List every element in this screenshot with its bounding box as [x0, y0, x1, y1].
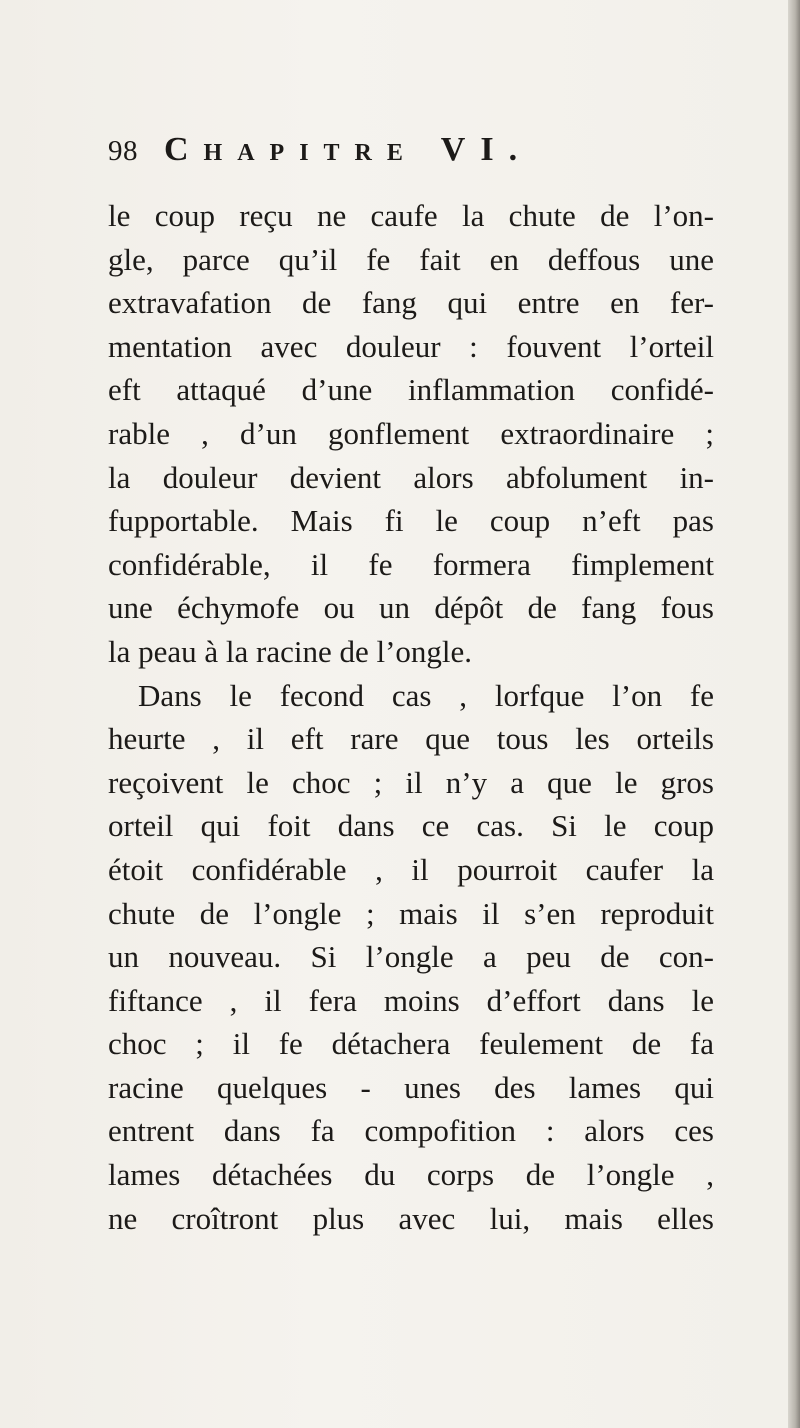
text-line: chute de l’ongle ; mais il s’en reproduit — [108, 895, 714, 931]
text-line: confidérable, il fe formera fimplement — [108, 546, 714, 582]
text-line: la peau à la racine de l’ongle. — [108, 633, 473, 669]
text-line: le coup reçu ne caufe la chute de l’on- — [108, 198, 714, 233]
text-line: fupportable. Mais fi le coup n’eft pas — [108, 503, 714, 539]
text-line: orteil qui foit dans ce cas. Si le coup — [108, 808, 714, 844]
running-head — [108, 131, 668, 179]
text-line: gle, parce qu’il fe fait en deffous une — [108, 241, 714, 277]
body-text — [108, 194, 714, 1240]
text-line: fiftance , il fera moins d’effort dans le — [108, 982, 714, 1018]
text-line: heurte , il eft rare que tous les orteils — [108, 721, 714, 757]
page-edge-shadow — [788, 0, 800, 1428]
text-line: rable , d’un gonflement extraordinaire ; — [108, 415, 714, 451]
text-line: une échymofe ou un dépôt de fang fous — [108, 590, 714, 626]
text-line: ne croîtront plus avec lui, mais elles — [108, 1200, 714, 1236]
text-line: eft attaqué d’une inflammation confidé- — [108, 372, 714, 408]
text-line: entrent dans fa compofition : alors ces — [108, 1113, 714, 1149]
text-line: un nouveau. Si l’ongle a peu de con- — [108, 939, 714, 975]
page-number: 98 — [108, 135, 138, 167]
text-line: reçoivent le choc ; il n’y a que le gros — [108, 764, 714, 800]
text-line: choc ; il fe détachera feulement de fa — [108, 1026, 714, 1062]
text-line: la douleur devient alors abfolument in- — [108, 459, 714, 495]
text-line: racine quelques - unes des lames qui — [108, 1069, 714, 1105]
text-line: lames détachées du corps de l’ongle , — [108, 1157, 714, 1193]
paragraph-start-line: Dans le fecond cas , lorfque l’on fe — [138, 677, 714, 713]
text-line: étoit confidérable , il pourroit caufer la — [108, 851, 714, 887]
text-line: mentation avec douleur : fouvent l’orteil — [108, 328, 714, 364]
text-line: extravafation de fang qui entre en fer- — [108, 285, 714, 321]
chapter-title: Chapitre VI. — [164, 131, 533, 168]
